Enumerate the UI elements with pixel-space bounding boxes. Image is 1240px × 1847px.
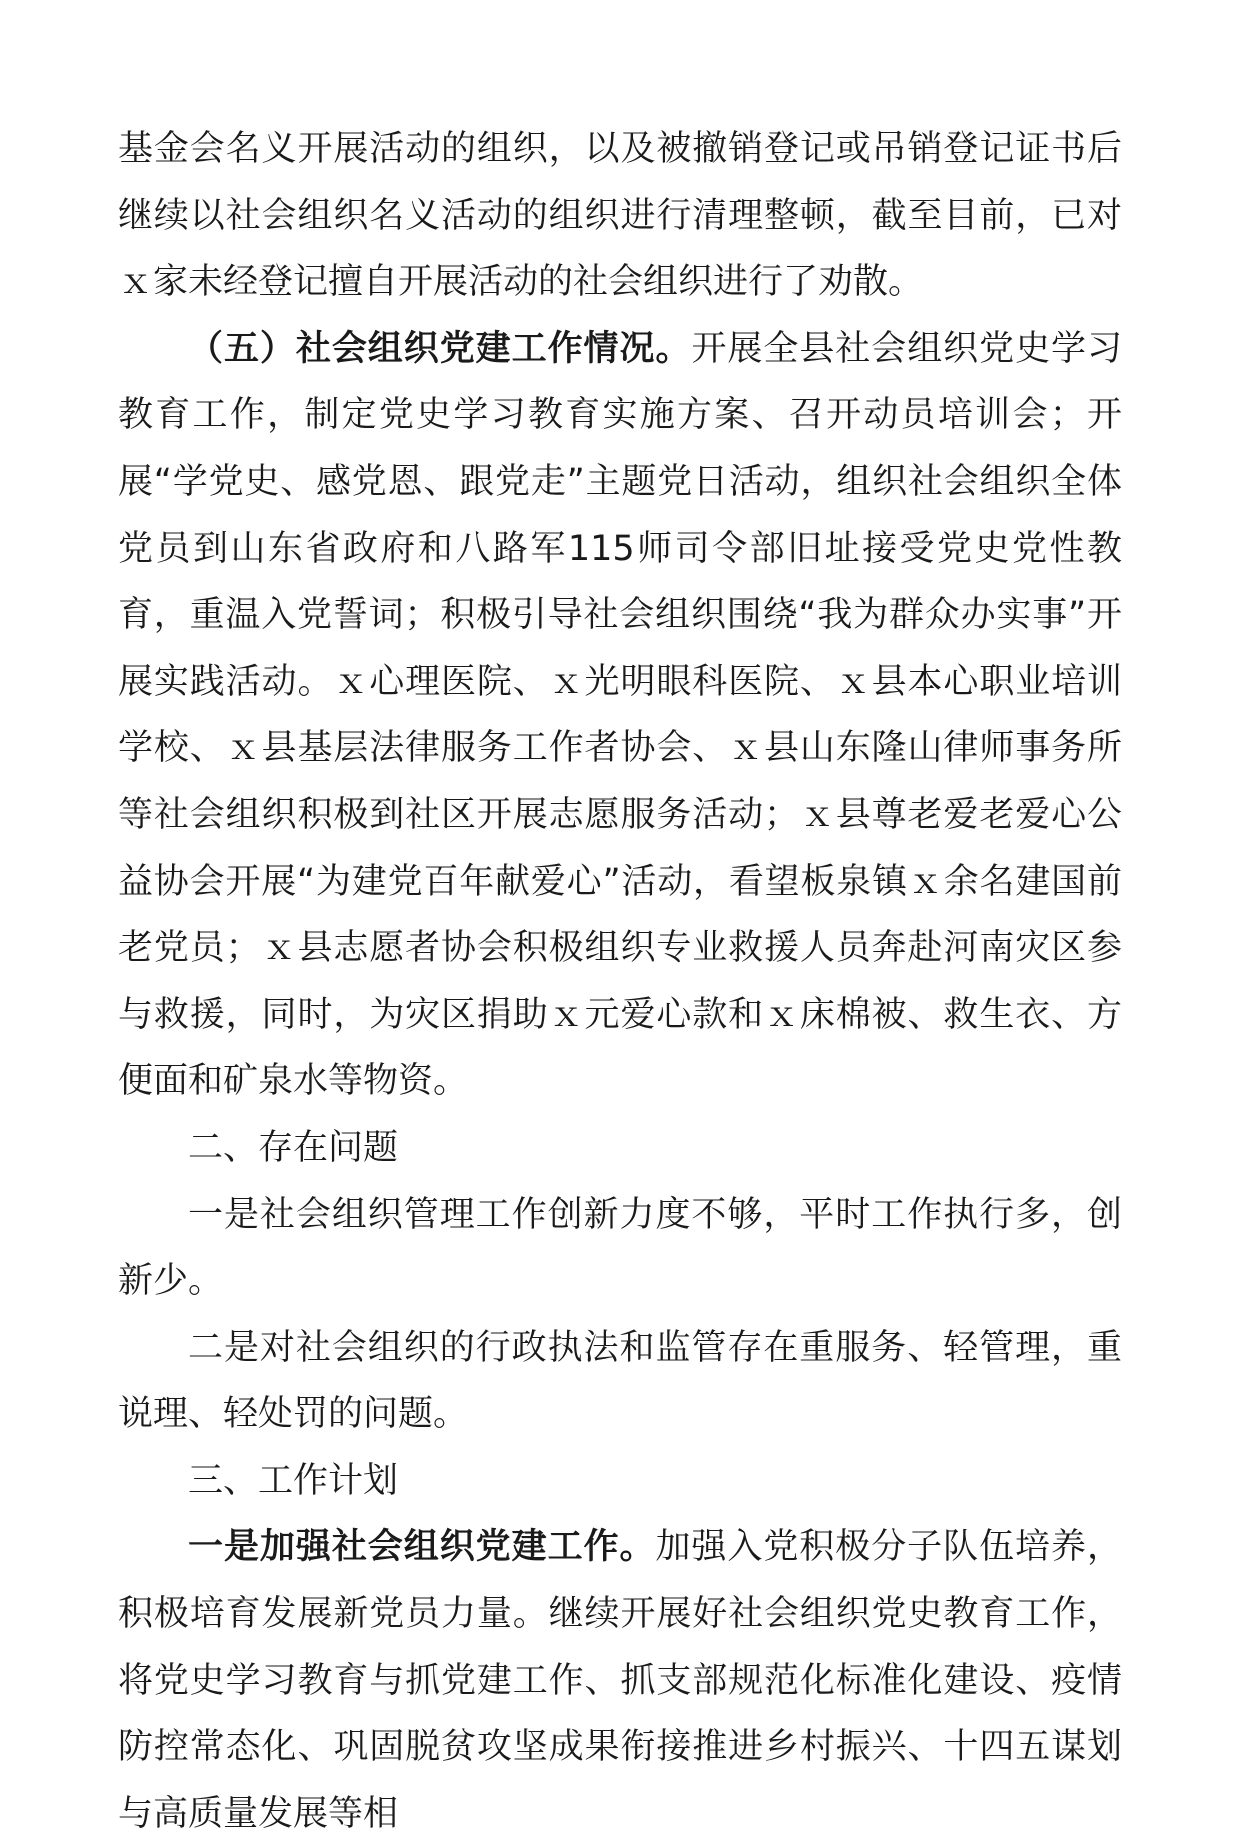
section-heading-work-plan xyxy=(118,1448,1122,1515)
paragraph-text: 二是对社会组织的行政执法和监管存在重服务、轻管理，重说理、轻处罚的问题。 xyxy=(118,1327,1122,1435)
paragraph-plan-one xyxy=(118,1514,1122,1847)
paragraph-problem-one xyxy=(118,1182,1122,1315)
section-heading-problems xyxy=(118,1115,1122,1182)
paragraph-continued-cleanup xyxy=(118,116,1122,316)
paragraph-text: 开展全县社会组织党史学习教育工作，制定党史学习教育实施方案、召开动员培训会；开展“学党史、感党恩、跟党走”主题党日活动，组织社会组织全体党员到山东省政府和八路军115师司令部旧址接受党史党性教育，重温入党誓词；积极引导社会组织围绕“我为群众办实事”开展实践活动。ｘ心理医院、ｘ光明眼科医院、ｘ县本心职业培训学校、ｘ县基层法律服务工作者协会、ｘ县山东隆山律师事务所等社会组织积极到社区开展志愿服务活动；ｘ县尊老爱老爱心公益协会开展“为建党百年献爱心”活动，看望板泉镇ｘ余名建国前老党员；ｘ县志愿者协会积极组织专业救援人员奔赴河南灾区参与救援，同时，为灾区捐助ｘ元爱心款和ｘ床棉被、救生衣、方便面和矿泉水等物资。 xyxy=(118,328,1122,1102)
paragraph-text: 基金会名义开展活动的组织，以及被撤销登记或吊销登记证书后继续以社会组织名义活动的组织进行清理整顿，截至目前，已对ｘ家未经登记擅自开展活动的社会组织进行了劝散。 xyxy=(118,129,1122,303)
paragraph-lead-heading: 一是加强社会组织党建工作。 xyxy=(188,1527,656,1568)
paragraph-text: 加强入党积极分子队伍培养，积极培育发展新党员力量。继续开展好社会组织党史教育工作，将党史学习教育与抓党建工作、抓支部规范化标准化建设、疫情防控常态化、巩固脱贫攻坚成果衔接推进乡村振兴、十四五谋划与高质量发展等相 xyxy=(118,1527,1122,1834)
document-body xyxy=(118,116,1122,1847)
paragraph-text: 一是社会组织管理工作创新力度不够，平时工作执行多，创新少。 xyxy=(118,1194,1122,1302)
paragraph-lead-heading: （五）社会组织党建工作情况。 xyxy=(188,328,692,369)
paragraph-party-building-status xyxy=(118,316,1122,1115)
section-heading-text: 二、存在问题 xyxy=(188,1127,399,1168)
section-heading-text: 三、工作计划 xyxy=(188,1460,399,1501)
paragraph-problem-two xyxy=(118,1315,1122,1448)
